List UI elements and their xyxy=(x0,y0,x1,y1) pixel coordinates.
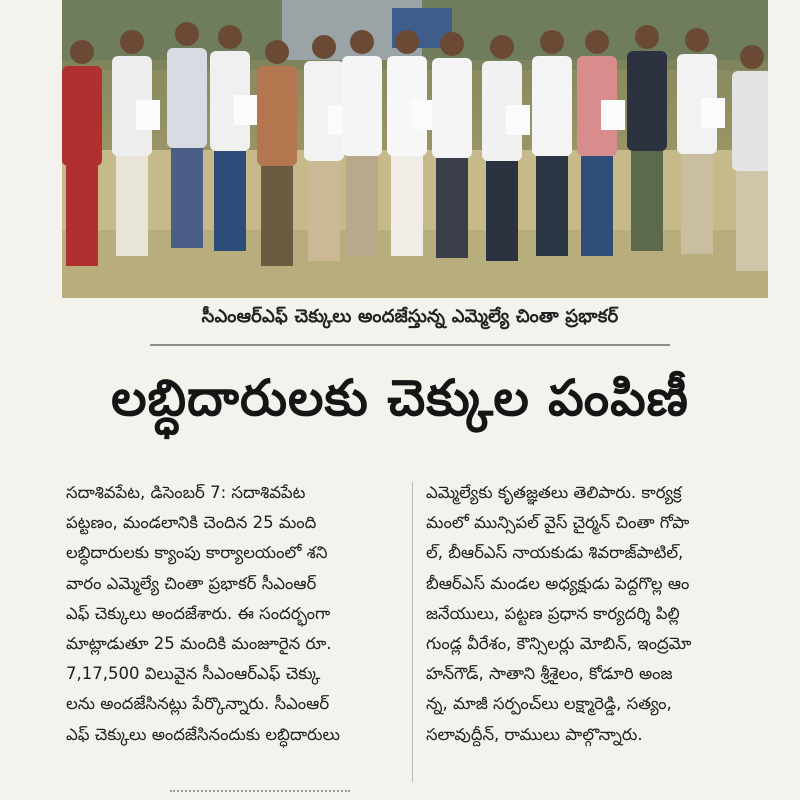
person-head xyxy=(70,40,94,64)
person-head xyxy=(440,32,464,56)
person-legs xyxy=(536,156,568,256)
cheque-paper xyxy=(234,95,258,125)
person-head xyxy=(312,35,336,59)
article-line: ఎఫ్ చెక్కులు అందజేసినందుకు లబ్ధిదారులు xyxy=(66,724,340,744)
article-line: సదాశివపేట, డిసెంబర్ 7: సదాశివపేట xyxy=(66,483,306,502)
person-legs xyxy=(436,158,468,258)
column-divider xyxy=(412,482,413,782)
person-head xyxy=(635,25,659,49)
person-shirt xyxy=(62,66,102,166)
article-line: ఎఫ్ చెక్కులు అందజేశారు. ఈ సందర్భంగా xyxy=(66,603,331,623)
article-line: లను అందజేసినట్లు పేర్కొన్నారు. సీఎంఆర్ xyxy=(66,694,330,714)
cheque-paper xyxy=(411,100,435,130)
person-head xyxy=(740,45,764,69)
photo-caption: సీఎంఆర్ఎఫ్ చెక్కులు అందజేస్తున్న ఎమ్మెల్యే చింతా ప్రభాకర్ xyxy=(201,306,619,327)
news-photo xyxy=(62,0,768,298)
person-shirt xyxy=(257,66,297,166)
person-legs xyxy=(214,151,246,251)
group-photo-illustration xyxy=(62,0,768,298)
person-shirt xyxy=(627,51,667,151)
caption-divider xyxy=(150,344,670,346)
article-line: బీఆర్ఎస్ మండల అధ్యక్షుడు పెద్దగొల్ల ఆం xyxy=(426,573,690,593)
person-legs xyxy=(116,156,148,256)
person-head xyxy=(540,30,564,54)
person-legs xyxy=(171,148,203,248)
cheque-paper xyxy=(136,100,160,130)
person-shirt xyxy=(732,71,768,171)
article-line: ల్, బీఆర్ఎస్ నాయకుడు శివరాజ్‌పాటిల్, xyxy=(426,543,684,563)
article-line: ఎమ్మెల్యేకు కృతజ్ఞతలు తెలిపారు. కార్యక్ర xyxy=(426,483,682,502)
person-head xyxy=(685,28,709,52)
person-legs xyxy=(681,154,713,254)
cheque-paper xyxy=(506,105,530,135)
person-legs xyxy=(736,171,768,271)
headline: లబ్ధిదారులకు చెక్కుల పంపిణీ xyxy=(111,369,689,427)
article-line: 7,17,500 విలువైన సీఎంఆర్ఎఫ్ చెక్కు xyxy=(66,664,321,684)
person-shirt xyxy=(432,58,472,158)
person-head xyxy=(218,25,242,49)
article-line: లబ్ధిదారులకు క్యాంపు కార్యాలయంలో శని xyxy=(66,543,328,563)
person-head xyxy=(265,40,289,64)
article-column-left xyxy=(66,478,411,750)
person-head xyxy=(350,30,374,54)
person-head xyxy=(120,30,144,54)
cheque-paper xyxy=(601,100,625,130)
person-head xyxy=(585,30,609,54)
article-column-right xyxy=(426,478,771,750)
person-shirt xyxy=(167,48,207,148)
person-legs xyxy=(631,151,663,251)
article-line: జనేయులు, పట్టణ ప్రధాన కార్యదర్శి పిల్లి xyxy=(426,603,680,623)
person-head xyxy=(490,35,514,59)
next-article-edge xyxy=(170,790,350,800)
article-line: గుండ్ల వీరేశం, కౌన్సిలర్లు మోబిన్, ఇంద్రమో xyxy=(426,633,692,653)
person-shirt xyxy=(532,56,572,156)
person-head xyxy=(395,30,419,54)
person-head xyxy=(175,22,199,46)
article-line: పట్టణం, మండలానికి చెందిన 25 మంది xyxy=(66,513,317,533)
person-legs xyxy=(261,166,293,266)
person-legs xyxy=(391,156,423,256)
article-line: హన్‌గౌడ్, సాతాని శ్రీశైలం, కోడూరి అంజ xyxy=(426,664,673,684)
person-legs xyxy=(486,161,518,261)
article-line: న్న, మాజీ సర్పంచ్‌లు లక్ష్మారెడ్డి, సత్యం, xyxy=(426,694,672,714)
article-line: మంలో మున్సిపల్ వైస్ చైర్మన్ చింతా గోపా xyxy=(426,513,690,533)
cheque-paper xyxy=(701,98,725,128)
article-line: మాట్లాడుతూ 25 మందికి మంజూరైన రూ. xyxy=(66,633,332,653)
person-legs xyxy=(581,156,613,256)
article-line: సలావుద్దీన్, రాములు పాల్గొన్నారు. xyxy=(426,724,643,744)
person-shirt xyxy=(342,56,382,156)
person-legs xyxy=(66,166,98,266)
person-legs xyxy=(346,156,378,256)
person-legs xyxy=(308,161,340,261)
article-line: వారం ఎమ్మెల్యే చింతా ప్రభాకర్ సీఎంఆర్ xyxy=(66,573,317,593)
